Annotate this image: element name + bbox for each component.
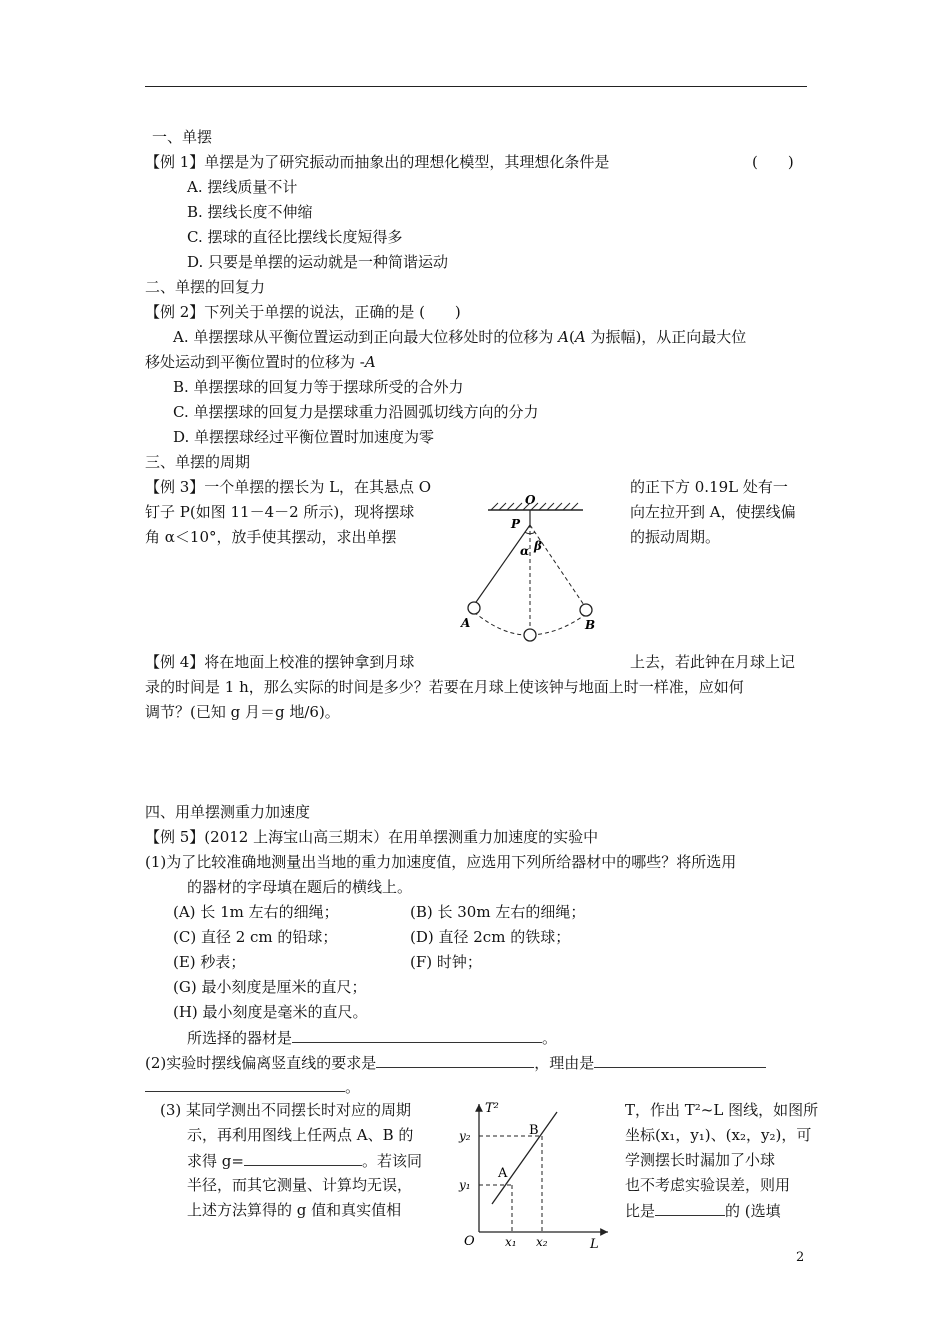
example1-paren: ( ) (752, 153, 794, 171)
example2-option-b: B. 单摆摆球的回复力等于摆球所受的合外力 (173, 378, 464, 396)
example2-stem: 【例 2】下列关于单摆的说法，正确的是 ( ) (145, 303, 461, 321)
q3-line3-left: 求得 g= 。若该同 (187, 1152, 422, 1170)
q2-requirement-blank[interactable] (376, 1053, 534, 1068)
example3-line2-left: 钉子 P(如图 11－4－2 所示)，现将摆球 (145, 503, 415, 521)
option-g: (G) 最小刻度是厘米的直尺； (173, 978, 367, 996)
section1-heading: 一、单摆 (152, 128, 213, 146)
label-b: B (585, 618, 596, 632)
option-e: (E) 秒表； (173, 953, 246, 971)
option-a: (A) 长 1m 左右的细绳； (173, 903, 339, 921)
example3-line1-left: 【例 3】一个单摆的摆长为 L，在其悬点 O (145, 478, 432, 496)
label-p: P (511, 517, 521, 531)
axis-x-label: L (590, 1237, 599, 1252)
example2-option-c: C. 单摆摆球的回复力是摆球重力沿圆弧切线方向的分力 (173, 403, 539, 421)
q2-line: (2)实验时摆线偏离竖直线的要求是 ，理由是 (145, 1053, 766, 1072)
example4-line2: 录的时间是 1 h，那么实际的时间是多少？若要在月球上使该钟与地面上时一样准，应如何 (145, 678, 744, 696)
example2-option-a-line1: A. 单摆摆球从平衡位置运动到正向最大位移处时的位移为 A(A 为振幅)，从正向最大位 (173, 328, 747, 346)
header-rule (145, 86, 807, 87)
example4-line3: 调节？(已知 g 月＝g 地/6)。 (145, 703, 340, 721)
option-f: (F) 时钟； (410, 953, 482, 971)
option-d: (D) 直径 2cm 的铁球； (410, 928, 571, 946)
section2-heading: 二、单摆的回复力 (145, 278, 266, 296)
example1-option-c: C. 摆球的直径比摆线长度短得多 (187, 228, 403, 246)
axis-y-label: T² (485, 1101, 499, 1116)
pendulum-figure (455, 488, 615, 648)
section3-heading: 三、单摆的周期 (145, 453, 251, 471)
example1-stem: 【例 1】单摆是为了研究振动而抽象出的理想化模型，其理想化条件是 (145, 153, 610, 171)
q2-reason-blank-cont[interactable] (145, 1077, 345, 1092)
example4-line1-left: 【例 4】将在地面上校准的摆钟拿到月球 (145, 653, 415, 671)
chosen-equipment-blank[interactable] (292, 1028, 542, 1043)
chosen-equipment-line: 所选择的器材是 。 (187, 1029, 558, 1047)
q3-line3-right: 学测摆长时漏加了小球 (625, 1151, 776, 1169)
origin-label: O (464, 1234, 475, 1249)
t2-l-graph (452, 1092, 617, 1252)
option-b: (B) 长 30m 左右的细绳； (410, 903, 586, 921)
q2-reason-blank[interactable] (594, 1053, 766, 1068)
example1-option-d: D. 只要是单摆的运动就是一种简谐运动 (187, 253, 449, 271)
q3-compare-blank[interactable] (655, 1201, 725, 1216)
x1-label: x₁ (505, 1235, 517, 1249)
label-a: A (461, 616, 471, 630)
example1-option-b: B. 摆线长度不伸缩 (187, 203, 313, 221)
example5-q1-line1: (1)为了比较准确地测量出当地的重力加速度值，应选用下列所给器材中的哪些？将所选用 (145, 853, 737, 871)
q3-line1-left: (3) 某同学测出不同摆长时对应的周期 (160, 1101, 412, 1119)
example3-line3-left: 角 α＜10°，放手使其摆动，求出单摆 (145, 528, 397, 546)
label-beta: β (534, 539, 542, 553)
option-c: (C) 直径 2 cm 的铅球； (173, 928, 338, 946)
label-o: O (525, 493, 536, 507)
point-a-label: A (498, 1166, 508, 1181)
example2-option-a-line2: 移处运动到平衡位置时的位移为 -A (145, 353, 376, 371)
section4-heading: 四、用单摆测重力加速度 (145, 803, 311, 821)
q3-line4-right: 也不考虑实验误差，则用 (625, 1176, 791, 1194)
q3-line2-left: 示，再利用图线上任两点 A、B 的 (187, 1126, 414, 1144)
q3-line2-right: 坐标(x₁，y₁)、(x₂，y₂)，可 (625, 1126, 812, 1144)
page-number: 2 (796, 1250, 805, 1265)
example2-option-d: D. 单摆摆球经过平衡位置时加速度为零 (173, 428, 435, 446)
q3-line1-right: T，作出 T²~L 图线，如图所 (625, 1101, 819, 1119)
x2-label: x₂ (536, 1235, 548, 1249)
option-h: (H) 最小刻度是毫米的直尺。 (173, 1003, 368, 1021)
q3-line5-right: 比是 的 (选填 (625, 1202, 781, 1220)
example3-line1-right: 的正下方 0.19L 处有一 (630, 478, 788, 496)
example5-stem: 【例 5】(2012 上海宝山高三期末）在用单摆测重力加速度的实验中 (145, 828, 599, 846)
example5-q1-line2: 的器材的字母填在题后的横线上。 (187, 878, 413, 896)
q3-line5-left: 上述方法算得的 g 值和真实值相 (187, 1201, 402, 1219)
point-b-label: B (529, 1123, 539, 1138)
example4-line1-right: 上去，若此钟在月球上记 (630, 653, 796, 671)
q3-line4-left: 半径，而其它测量、计算均无误， (187, 1176, 413, 1194)
example3-line2-right: 向左拉开到 A，使摆线偏 (630, 503, 796, 521)
q2-line2: 。 (145, 1077, 360, 1096)
label-alpha: α (520, 544, 530, 558)
y1-label: y₁ (459, 1178, 471, 1192)
q3-g-blank[interactable] (244, 1151, 362, 1166)
example3-line3-right: 的振动周期。 (630, 528, 721, 546)
example1-option-a: A. 摆线质量不计 (187, 178, 298, 196)
y2-label: y₂ (459, 1129, 471, 1143)
